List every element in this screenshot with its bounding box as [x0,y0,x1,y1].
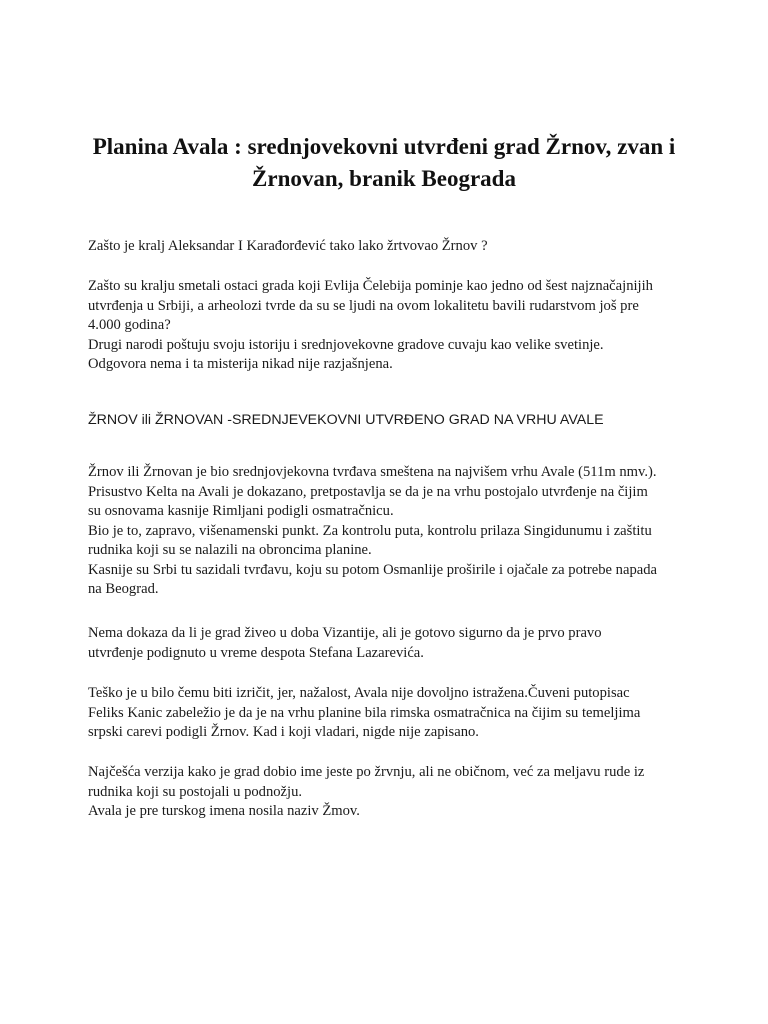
paragraph-research [88,684,698,743]
text-line: Žrnov ili Žrnovan je bio srednjovjekovna tvrđava smeštena na najvišem vrhu Avale (511m nmv.). [88,464,657,480]
text-line: 4.000 godina? [88,317,171,333]
paragraph-fortress-history [88,463,698,600]
text-line: utvrđenja u Srbiji, a arheolozi tvrde da su se ljudi na ovom lokalitetu bavili rudarstvom još pre [88,297,639,314]
text-line: Bio je to, zapravo, višenamenski punkt. Za kontrolu puta, kontrolu prilaza Singidunumu i zaštitu [88,522,652,539]
paragraph-name-origin [88,763,698,822]
text-line: rudnika koji su se nalazili na obroncima planine. [88,542,372,558]
text-line: Prisustvo Kelta na Avali je dokazano, pretpostavlja se da je na vrhu postojalo utvrđenje na čijim [88,483,648,500]
text-line: srpski carevi podigli Žrnov. Kad i koji vladari, nigde nije zapisano. [88,724,479,740]
text-line: Teško je u bilo čemu biti izričit, jer, nažalost, Avala nije dovoljno istražena.Čuveni putopisac [88,685,630,701]
text-line: Odgovora nema i ta misterija nikad nije razjašnjena. [88,356,393,372]
text-line: utvrđenje podignuto u vreme despota Stefana Lazarevića. [88,644,424,661]
text-line: Drugi narodi poštuju svoju istoriju i srednjovekovne gradove cuvaju kao velike svetinje. [88,336,604,353]
paragraph-why-king [88,277,698,375]
text-line: Zašto je kralj Aleksandar I Karađorđević tako lako žrtvovao Žrnov ? [88,238,488,254]
text-line: Nema dokaza da li je grad živeo u doba Vizantije, ali je gotovo sigurno da je prvo pravo [88,625,602,641]
text-line: Najčešća verzija kako je grad dobio ime jeste po žrvnju, ali ne običnom, već za meljavu rude iz [88,764,645,780]
text-line: Kasnije su Srbi tu sazidali tvrđavu, koju su potom Osmanlije proširile i ojačale za potrebe napada [88,561,658,578]
text-line: su osnovama kasnije Rimljani podigli osmatračnicu. [88,503,394,519]
intro-question [88,237,698,257]
title-line: Žrnovan, branik Beograda [252,166,516,191]
text-line: Avala je pre turskog imena nosila naziv Žmov. [88,803,360,819]
document-title [60,131,708,195]
text-line: Zašto su kralju smetali ostaci grada koji Evlija Čelebija pominje kao jedno od šest najznačajnijih [88,278,653,294]
section-heading: ŽRNOV ili ŽRNOVAN -SREDNJEVEKOVNI UTVRĐENO GRAD NA VRHU AVALE [88,412,604,428]
title-line: Planina Avala : srednjovekovni utvrđeni grad Žrnov, zvan i [92,134,676,159]
text-line: na Beograd. [88,581,159,597]
text-line: Feliks Kanic zabeležio je da je na vrhu planine bila rimska osmatračnica na čijim su temeljima [88,704,641,721]
paragraph-byzantium [88,624,698,663]
text-line: rudnika koji su postojali u podnožju. [88,783,303,800]
